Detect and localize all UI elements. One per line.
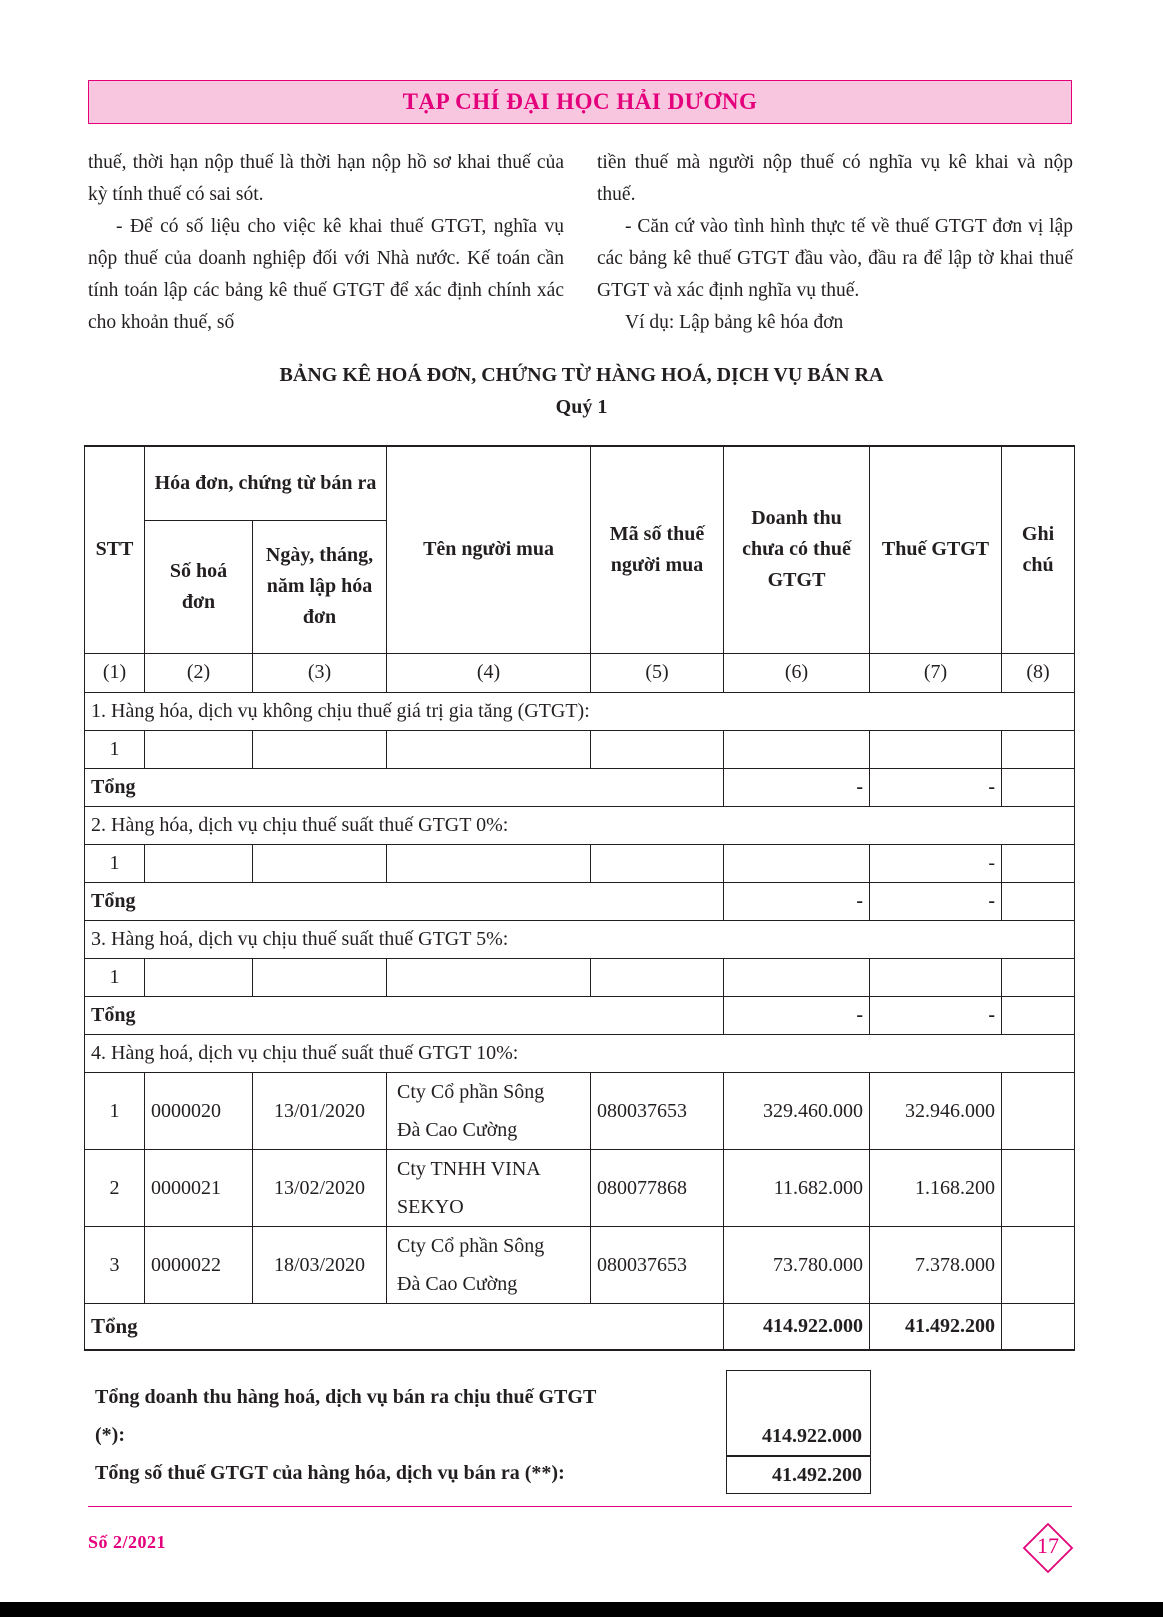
col-index: (8) <box>1002 653 1075 692</box>
row-invoice-no: 0000022 <box>145 1226 253 1303</box>
right-paragraph-3: Ví dụ: Lập bảng kê hóa đơn <box>625 312 844 333</box>
total-label: Tổng <box>85 996 724 1034</box>
row-vat: 7.378.000 <box>870 1226 1002 1303</box>
row-stt: 1 <box>85 844 145 882</box>
total-revenue: - <box>724 882 870 920</box>
summary-revenue-box <box>726 1370 871 1456</box>
page-number: 17 <box>1037 1533 1059 1558</box>
row-tax-code: 080037653 <box>591 1226 724 1303</box>
row-date: 13/02/2020 <box>253 1149 387 1226</box>
header-stt: STT <box>85 446 145 653</box>
row-buyer <box>387 1149 591 1226</box>
section-title: 3. Hàng hoá, dịch vụ chịu thuế suất thuế GTGT 5%: <box>85 920 1075 958</box>
row-buyer <box>387 1072 591 1149</box>
buyer-line: SEKYO <box>397 1195 464 1218</box>
row-invoice-no: 0000020 <box>145 1072 253 1149</box>
row-date: 18/03/2020 <box>253 1226 387 1303</box>
table-row <box>85 1149 1075 1226</box>
col-index: (5) <box>591 653 724 692</box>
row-vat: - <box>870 844 1002 882</box>
left-paragraph-1: thuế, thời hạn nộp thuế là thời hạn nộp hồ sơ khai thuế của kỳ tính thuế có sai sót. <box>88 152 564 205</box>
page-bottom-bar <box>0 1602 1163 1617</box>
header-invoice-date: Ngày, tháng, năm lập hóa đơn <box>253 520 387 653</box>
header-tax-code: Mã số thuế người mua <box>591 446 724 653</box>
invoice-table <box>84 445 1075 1351</box>
buyer-line: Đà Cao Cường <box>397 1272 518 1295</box>
row-stt: 2 <box>85 1149 145 1226</box>
right-column <box>597 147 1073 339</box>
section-total-row <box>85 768 1075 806</box>
issue-number: Số 2/2021 <box>88 1532 167 1552</box>
header-buyer: Tên người mua <box>387 446 591 653</box>
header-revenue: Doanh thu chưa có thuế GTGT <box>724 446 870 653</box>
total-revenue: - <box>724 768 870 806</box>
summary-revenue-value: 414.922.000 <box>762 1425 862 1447</box>
col-index: (4) <box>387 653 591 692</box>
total-label: Tổng <box>85 768 724 806</box>
row-revenue: 11.682.000 <box>724 1149 870 1226</box>
buyer-line: Cty TNHH VINA <box>397 1157 541 1180</box>
grand-total-label: Tổng <box>85 1303 724 1350</box>
col-index: (6) <box>724 653 870 692</box>
footer-divider <box>88 1506 1072 1507</box>
table-row <box>85 1226 1075 1303</box>
table-row <box>85 1072 1075 1149</box>
header-vat: Thuế GTGT <box>870 446 1002 653</box>
row-tax-code: 080077868 <box>591 1149 724 1226</box>
header-invoice-group: Hóa đơn, chứng từ bán ra <box>145 446 387 520</box>
row-stt: 3 <box>85 1226 145 1303</box>
journal-title: TẠP CHÍ ĐẠI HỌC HẢI DƯƠNG <box>402 89 758 114</box>
row-stt: 1 <box>85 730 145 768</box>
section-total-row <box>85 996 1075 1034</box>
total-label: Tổng <box>85 882 724 920</box>
row-revenue: 329.460.000 <box>724 1072 870 1149</box>
row-tax-code: 080037653 <box>591 1072 724 1149</box>
summary-revenue-label-line: Tổng doanh thu hàng hoá, dịch vụ bán ra chịu thuế GTGT <box>95 1386 597 1408</box>
row-vat: 1.168.200 <box>870 1149 1002 1226</box>
buyer-line: Cty Cổ phần Sông <box>397 1234 545 1257</box>
summary-vat-label: Tổng số thuế GTGT của hàng hóa, dịch vụ bán ra (**): <box>95 1462 565 1484</box>
right-paragraph-2: - Căn cứ vào tình hình thực tế về thuế GTGT đơn vị lập các bảng kê thuế GTGT đầu vào, đầu ra để lập tờ khai thuế GTGT và xác định nghĩa vụ thuế. <box>597 216 1073 301</box>
right-paragraph-1: tiền thuế mà người nộp thuế có nghĩa vụ kê khai và nộp thuế. <box>597 152 1073 205</box>
table-row <box>85 730 1075 768</box>
total-vat: - <box>870 768 1002 806</box>
column-index-row <box>85 653 1075 692</box>
col-index: (1) <box>85 653 145 692</box>
table-title: BẢNG KÊ HOÁ ĐƠN, CHỨNG TỪ HÀNG HOÁ, DỊCH VỤ BÁN RA <box>279 364 884 386</box>
col-index: (7) <box>870 653 1002 692</box>
total-revenue: - <box>724 996 870 1034</box>
col-index: (2) <box>145 653 253 692</box>
summary-vat-value: 41.492.200 <box>772 1464 862 1486</box>
page-number-badge <box>1022 1522 1074 1574</box>
grand-total-row <box>85 1303 1075 1350</box>
left-column <box>88 147 564 339</box>
table-row <box>85 958 1075 996</box>
total-vat: - <box>870 882 1002 920</box>
row-vat: 32.946.000 <box>870 1072 1002 1149</box>
left-paragraph-2: - Để có số liệu cho việc kê khai thuế GTGT, nghĩa vụ nộp thuế của doanh nghiệp đối với Nhà nước. Kế toán cần tính toán lập các bảng kê thuế GTGT để xác định chính xác cho khoản thuế, số <box>88 216 564 333</box>
col-index: (3) <box>253 653 387 692</box>
grand-total-revenue: 414.922.000 <box>724 1303 870 1350</box>
row-buyer <box>387 1226 591 1303</box>
total-vat: - <box>870 996 1002 1034</box>
buyer-line: Cty Cổ phần Sông <box>397 1080 545 1103</box>
section-title: 4. Hàng hoá, dịch vụ chịu thuế suất thuế GTGT 10%: <box>85 1034 1075 1072</box>
row-stt: 1 <box>85 958 145 996</box>
summary-vat-box <box>726 1455 871 1494</box>
header-invoice-no: Số hoá đơn <box>145 520 253 653</box>
table-row <box>85 844 1075 882</box>
table-subtitle: Quý 1 <box>555 396 608 418</box>
summary-revenue-label <box>95 1378 596 1454</box>
section-total-row <box>85 882 1075 920</box>
row-revenue: 73.780.000 <box>724 1226 870 1303</box>
journal-header <box>88 80 1072 124</box>
grand-total-vat: 41.492.200 <box>870 1303 1002 1350</box>
buyer-line: Đà Cao Cường <box>397 1118 518 1141</box>
row-stt: 1 <box>85 1072 145 1149</box>
section-title: 2. Hàng hóa, dịch vụ chịu thuế suất thuế GTGT 0%: <box>85 806 1075 844</box>
section-title: 1. Hàng hóa, dịch vụ không chịu thuế giá trị gia tăng (GTGT): <box>85 692 1075 730</box>
summary-revenue-label-line: (*): <box>95 1424 125 1446</box>
row-invoice-no: 0000021 <box>145 1149 253 1226</box>
header-note: Ghi chú <box>1002 446 1075 653</box>
row-date: 13/01/2020 <box>253 1072 387 1149</box>
